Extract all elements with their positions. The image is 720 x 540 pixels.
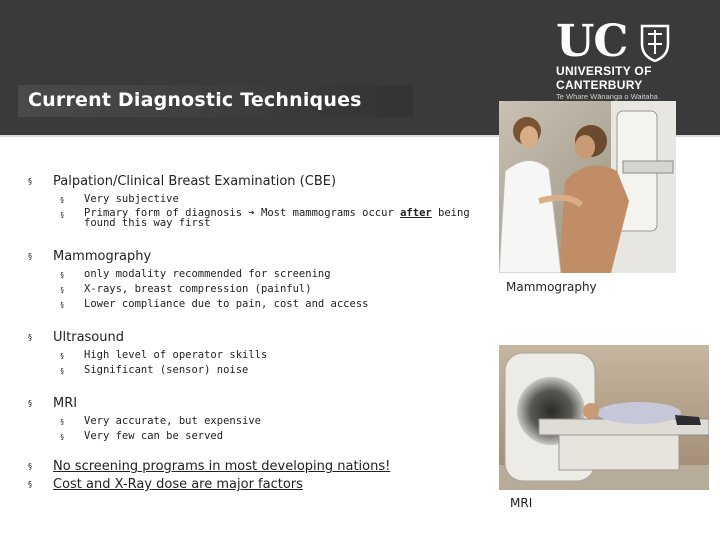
slide-title: Current Diagnostic Techniques xyxy=(28,89,362,111)
logo-line-2: CANTERBURY xyxy=(556,78,643,92)
slide-body: § Palpation/Clinical Breast Examination (CBE) § Very subjective § Primary form of diagnosis ➔ Most mammograms occur after being found this way first § Mammography § only modality recommended for screening § X-rays, breast compression (painful) § Lower compliance due to pain, cost and access § Ultrasound § High level of operator skills § Significant (sensor) noise § MRI § Very accurate, but expensive § Very few can be served § No screening programs in most developing nations! § Cost and X-Ray dose are major factors xyxy=(28,174,470,492)
section-label: Mammography xyxy=(53,249,152,264)
bullet-marker: § xyxy=(28,177,32,186)
section-label: Ultrasound xyxy=(53,330,124,345)
mri-caption: MRI xyxy=(510,496,533,510)
mri-illustration xyxy=(499,345,709,490)
emphasis-after: after xyxy=(400,207,432,219)
mammography-caption: Mammography xyxy=(506,280,597,294)
logo-line-1: UNIVERSITY OF xyxy=(556,64,652,78)
mammography-illustration xyxy=(499,101,676,273)
arrow-icon: ➔ xyxy=(248,207,255,219)
logo-mark: UC xyxy=(556,16,628,67)
logo-line-3: Te Whare Wānanga o Waitaha xyxy=(556,92,658,101)
mammography-photo xyxy=(499,101,676,273)
section-label: MRI xyxy=(53,396,78,411)
mri-photo xyxy=(499,345,709,490)
section-label: Palpation/Clinical Breast Examination (CBE) xyxy=(53,174,337,189)
